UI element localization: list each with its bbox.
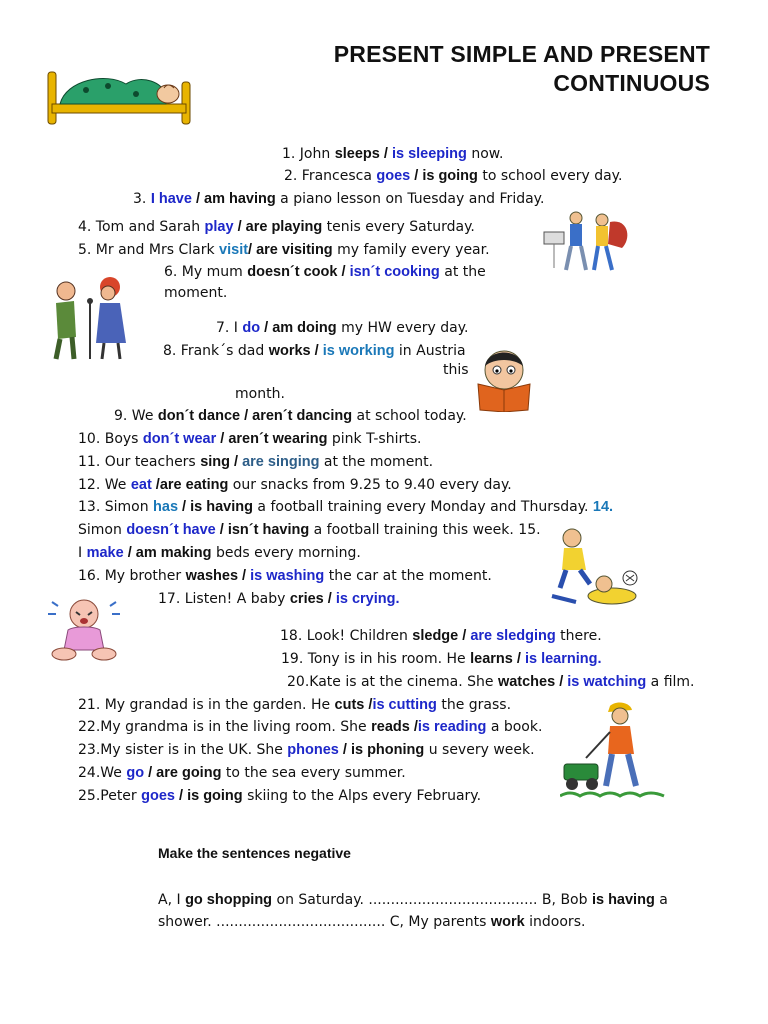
exercise-line-segment: at the moment. <box>319 454 434 470</box>
exercise-line-6 <box>164 262 486 282</box>
exercise-line-segment: / am having <box>191 191 276 207</box>
crying-baby-clipart <box>44 598 126 664</box>
exercise-line-segment: watches <box>497 674 556 690</box>
negative-line-segment: indoors. <box>524 914 586 930</box>
exercise-line-segment: I <box>78 545 87 561</box>
exercise-line-segment: 8. Frank´s dad <box>163 343 269 359</box>
exercise-line-22 <box>281 649 602 669</box>
exercise-line-segment: / is going <box>174 788 243 804</box>
exercise-line-segment: / <box>555 674 568 690</box>
negative-line-segment: is having <box>591 892 655 908</box>
exercise-line-2 <box>284 166 622 186</box>
exercise-line-segment: the car at the moment. <box>324 568 492 584</box>
exercise-line-segment: in Austria <box>394 343 466 359</box>
exercise-line-24 <box>78 695 511 715</box>
exercise-line-segment: learns <box>470 651 513 667</box>
exercise-line-segment: are singing <box>242 454 320 470</box>
exercise-line-17 <box>78 520 541 540</box>
exercise-line-segment: / <box>337 264 350 280</box>
exercise-line-segment: 5. Mr and Mrs Clark <box>78 242 220 258</box>
exercise-line-segment: is cutting <box>372 697 437 713</box>
exercise-line-segment: this <box>443 362 469 378</box>
exercise-line-segment: eat <box>130 477 152 493</box>
exercise-line-segment: / am doing <box>260 320 337 336</box>
exercise-line-27 <box>78 763 406 783</box>
exercise-line-segment: / are going <box>144 765 222 781</box>
exercise-line-segment: / is going <box>410 168 478 184</box>
exercise-line-segment: 23.My sister is in the UK. She <box>78 742 288 758</box>
exercise-line-segment: 16. My brother <box>78 568 186 584</box>
exercise-line-segment: / <box>323 591 336 607</box>
exercise-line-segment: cries <box>289 591 324 607</box>
exercise-line-segment: visit <box>219 242 249 258</box>
exercise-line-segment: month. <box>235 386 285 402</box>
exercise-line-14 <box>78 452 433 472</box>
exercise-line-segment: 18. Look! Children <box>280 628 413 644</box>
negative-line-segment: go shopping <box>185 892 273 908</box>
exercise-line-segment: 19. Tony is in his room. He <box>281 651 471 667</box>
negative-heading: Make the sentences negative <box>158 845 351 861</box>
exercise-line-segment: 4. Tom and Sarah <box>78 219 205 235</box>
exercise-line-segment: is reading <box>417 719 487 735</box>
exercise-line-segment: is sleeping <box>391 146 467 162</box>
exercise-line-segment: 2. Francesca <box>284 168 377 184</box>
exercise-line-12 <box>114 406 467 426</box>
exercise-line-segment: at school today. <box>352 408 467 424</box>
exercise-line-segment: /are eating <box>151 477 229 493</box>
exercise-line-segment: a football training this week. 15. <box>309 522 541 538</box>
exercise-line-segment: 12. We <box>78 477 131 493</box>
exercise-line-segment: Simon <box>78 522 127 538</box>
negative-line-segment: A, I <box>158 892 186 908</box>
exercise-line-segment: phones <box>287 742 339 758</box>
exercise-line-segment: don´t wear <box>142 431 217 447</box>
exercise-line-segment: beds every morning. <box>211 545 361 561</box>
exercise-line-segment: now. <box>466 146 504 162</box>
exercise-line-segment: / is having <box>178 499 253 515</box>
exercise-line-segment: 22.My grandma is in the living room. She <box>78 719 372 735</box>
exercise-line-segment: a book. <box>486 719 543 735</box>
exercise-line-segment: doesn´t cook <box>247 264 338 280</box>
exercise-line-segment: / are visiting <box>248 242 333 258</box>
exercise-line-10 <box>443 360 469 380</box>
exercise-line-segment: 3. <box>133 191 151 207</box>
exercise-line-segment: tenis every Saturday. <box>322 219 475 235</box>
exercise-line-21 <box>280 626 602 646</box>
exercise-line-segment: sing <box>200 454 230 470</box>
exercise-line-3 <box>133 189 544 209</box>
exercise-line-11 <box>235 384 285 404</box>
exercise-line-segment: sledge <box>412 628 459 644</box>
exercise-line-segment: sleeps <box>334 146 380 162</box>
exercise-line-segment: / aren´t wearing <box>216 431 328 447</box>
negative-line-segment: a <box>654 892 668 908</box>
exercise-line-25 <box>78 717 542 737</box>
exercise-line-segment: our snacks from 9.25 to 9.40 every day. <box>228 477 512 493</box>
exercise-line-segment: / aren´t dancing <box>240 408 353 424</box>
football-kids-clipart <box>546 526 642 610</box>
exercise-line-4 <box>78 217 475 237</box>
exercise-line-28 <box>78 786 481 806</box>
exercise-line-segment: / <box>409 719 418 735</box>
negative-line-segment: on Saturday. ...................................... B, Bob <box>272 892 592 908</box>
exercise-line-segment: reads <box>371 719 410 735</box>
exercise-line-segment: 11. Our teachers <box>78 454 201 470</box>
exercise-line-segment: play <box>204 219 234 235</box>
exercise-line-16 <box>78 497 613 517</box>
exercise-line-segment: 13. Simon <box>78 499 154 515</box>
exercise-line-segment: 17. Listen! A baby <box>158 591 290 607</box>
exercise-line-segment: skiing to the Alps every February. <box>242 788 482 804</box>
exercise-line-segment: / <box>238 568 251 584</box>
lawn-mower-man-clipart <box>560 700 666 800</box>
page-title-line-2: CONTINUOUS <box>553 70 710 96</box>
exercise-line-segment: moment. <box>164 285 228 301</box>
exercise-line-segment: pink T-shirts. <box>327 431 422 447</box>
sleeping-in-bed-clipart <box>46 66 194 128</box>
exercise-line-1 <box>282 144 503 164</box>
exercise-line-segment: / <box>230 454 243 470</box>
exercise-line-segment: are sledging <box>470 628 556 644</box>
exercise-line-segment: 10. Boys <box>78 431 143 447</box>
exercise-line-segment: 24.We <box>78 765 127 781</box>
exercise-line-23 <box>287 672 695 692</box>
exercise-line-segment: my HW every day. <box>336 320 469 336</box>
exercise-line-26 <box>78 740 535 760</box>
exercise-line-segment: 1. John <box>282 146 335 162</box>
exercise-line-5 <box>78 240 490 260</box>
exercise-line-segment: my family every year. <box>332 242 490 258</box>
exercise-line-segment: is crying. <box>335 591 400 607</box>
exercise-line-15 <box>78 475 512 495</box>
exercise-line-segment: a piano lesson on Tuesday and Friday. <box>275 191 545 207</box>
negative-line-2 <box>158 912 585 932</box>
exercise-line-segment: / isn´t having <box>215 522 310 538</box>
exercise-line-segment: do <box>242 320 261 336</box>
exercise-line-segment: there. <box>555 628 602 644</box>
exercise-line-segment: 14. <box>592 499 614 515</box>
exercise-line-18 <box>78 543 361 563</box>
exercise-line-segment: has <box>153 499 179 515</box>
exercise-line-segment: / <box>379 146 392 162</box>
exercise-line-segment: 9. We <box>114 408 158 424</box>
exercise-line-segment: is learning. <box>524 651 602 667</box>
exercise-line-segment: 25.Peter <box>78 788 142 804</box>
exercise-line-segment: / <box>364 697 373 713</box>
exercise-line-segment: u severy week. <box>424 742 535 758</box>
exercise-line-segment: a film. <box>646 674 695 690</box>
exercise-line-segment: / are playing <box>233 219 323 235</box>
exercise-line-segment: / is phoning <box>338 742 425 758</box>
exercise-line-segment: is washing <box>250 568 325 584</box>
negative-line-segment: work <box>490 914 525 930</box>
exercise-line-20 <box>158 589 400 609</box>
exercise-line-segment: 20.Kate is at the cinema. She <box>287 674 498 690</box>
exercise-line-segment: the grass. <box>436 697 512 713</box>
exercise-line-segment: go <box>126 765 145 781</box>
singing-couple-clipart <box>44 273 134 363</box>
exercise-line-segment: / <box>310 343 323 359</box>
exercise-line-segment: goes <box>141 788 175 804</box>
children-with-bags-clipart <box>540 208 632 276</box>
exercise-line-segment: / <box>458 628 471 644</box>
exercise-line-segment: washes <box>185 568 239 584</box>
exercise-line-segment: don´t dance <box>157 408 241 424</box>
exercise-line-segment: / am making <box>123 545 212 561</box>
negative-line-1 <box>158 890 668 910</box>
negative-line-segment: shower. ...................................... C, My parents <box>158 914 491 930</box>
exercise-line-8 <box>216 318 469 338</box>
exercise-line-segment: to the sea every summer. <box>221 765 406 781</box>
exercise-line-segment: is working <box>322 343 395 359</box>
exercise-line-segment: I have <box>150 191 192 207</box>
exercise-line-segment: to school every day. <box>477 168 623 184</box>
reading-boy-clipart <box>474 348 534 412</box>
exercise-line-segment: is watching <box>567 674 647 690</box>
exercise-line-segment: doesn´t have <box>126 522 216 538</box>
exercise-line-19 <box>78 566 492 586</box>
exercise-line-segment: 6. My mum <box>164 264 248 280</box>
exercise-line-segment: at the <box>439 264 486 280</box>
exercise-line-segment: works <box>268 343 311 359</box>
exercise-line-segment: 21. My grandad is in the garden. He <box>78 697 335 713</box>
exercise-line-segment: isn´t cooking <box>349 264 440 280</box>
exercise-line-segment: 7. I <box>216 320 243 336</box>
exercise-line-9 <box>163 341 466 361</box>
page-title-line-1: PRESENT SIMPLE AND PRESENT <box>333 41 710 67</box>
exercise-line-7 <box>164 283 227 303</box>
exercise-line-segment: make <box>86 545 124 561</box>
exercise-line-segment: a football training every Monday and Thursday. <box>252 499 593 515</box>
exercise-line-segment: goes <box>376 168 411 184</box>
exercise-line-13 <box>78 429 421 449</box>
exercise-line-segment: / <box>512 651 525 667</box>
exercise-line-segment: cuts <box>334 697 365 713</box>
